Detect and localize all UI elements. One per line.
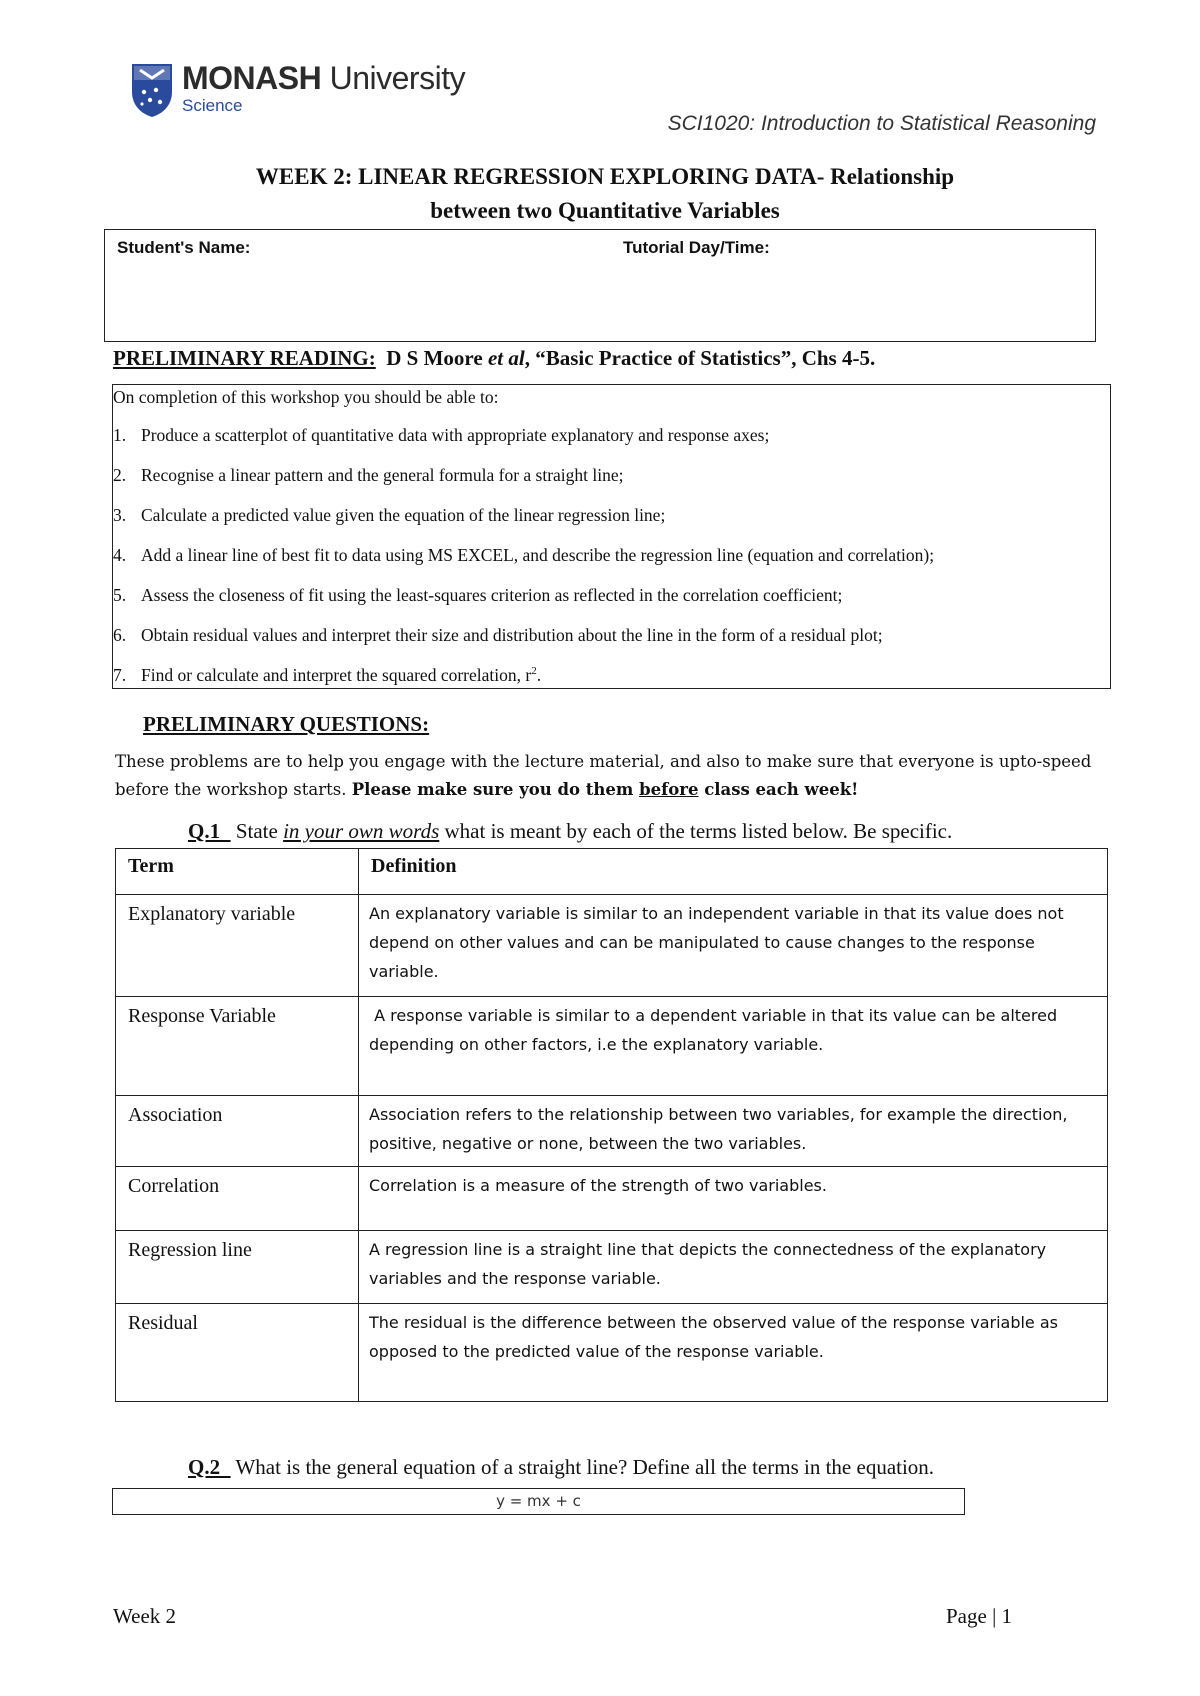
footer-week: Week 2 (113, 1604, 177, 1628)
equation-answer-box[interactable]: y = mx + c (112, 1488, 965, 1515)
monash-logo (130, 60, 490, 122)
footer-page-number: Page | 1 (946, 1604, 1013, 1628)
term-cell: Regression line (116, 1231, 359, 1304)
course-code: SCI1020: Introduction to Statistical Reasoning (667, 112, 1096, 135)
logo-faculty: Science (182, 96, 243, 115)
definition-cell[interactable]: An explanatory variable is similar to an independent variable in that its value does not depend on other values and can be manipulated to cause changes to the response variable. (359, 895, 1108, 997)
outcome-item: 3. Calculate a predicted value given the equation of the linear regression line; (113, 505, 666, 525)
question-1: Q.1 State in your own words what is meant by each of the terms listed below. Be specific. (188, 819, 953, 843)
outcome-item: 2. Recognise a linear pattern and the general formula for a straight line; (113, 465, 624, 485)
preliminary-intro: These problems are to help you engage with the lecture material, and also to make sure that everyone is upto-speed before the workshop starts. Please make sure you do them before class each week! (115, 752, 1092, 799)
title-line-2: between two Quantitative Variables (430, 198, 780, 223)
table-row (116, 1167, 1108, 1231)
table-header-row (116, 849, 1108, 895)
student-name-label: Student's Name: (117, 238, 251, 257)
outcomes-intro: On completion of this workshop you should be able to: (113, 387, 499, 407)
definition-cell[interactable]: Association refers to the relationship between two variables, for example the direction, positive, negative or none, between the two variables. (359, 1096, 1108, 1167)
definition-cell[interactable]: The residual is the difference between the observed value of the response variable as opposed to the predicted value of the response variable. (359, 1304, 1108, 1402)
preliminary-reading-label: PRELIMINARY READING: (113, 346, 376, 370)
term-cell: Response Variable (116, 997, 359, 1096)
term-cell: Residual (116, 1304, 359, 1402)
outcome-item: 5. Assess the closeness of fit using the least-squares criterion as reflected in the correlation coefficient; (113, 585, 843, 605)
table-row (116, 895, 1108, 997)
definition-cell[interactable]: A response variable is similar to a dependent variable in that its value can be altered depending on other factors, i.e the explanatory variable. (359, 997, 1108, 1096)
table-row (116, 1096, 1108, 1167)
outcome-item: 7. Find or calculate and interpret the squared correlation, $r^2$. (113, 665, 542, 685)
title-line-1: WEEK 2: LINEAR REGRESSION EXPLORING DATA- Relationship (255, 164, 955, 189)
term-cell: Correlation (116, 1167, 359, 1231)
logo-wordmark: MONASH University (182, 60, 466, 96)
student-info-box[interactable] (104, 229, 1096, 342)
learning-outcomes-box (112, 384, 1111, 689)
outcome-item: 1. Produce a scatterplot of quantitative data with appropriate explanatory and response axes; (113, 425, 770, 445)
outcome-item: 6. Obtain residual values and interpret their size and distribution about the line in the form of a residual plot; (113, 625, 883, 645)
outcome-item: 4. Add a linear line of best fit to data using MS EXCEL, and describe the regression line (equation and correlation); (113, 545, 935, 565)
preliminary-questions-heading: PRELIMINARY QUESTIONS: (143, 712, 430, 736)
tutorial-time-label: Tutorial Day/Time: (623, 238, 770, 257)
question-2: Q.2 What is the general equation of a straight line? Define all the terms in the equation. (188, 1455, 935, 1479)
term-cell: Explanatory variable (116, 895, 359, 997)
table-row (116, 997, 1108, 1096)
header-definition: Definition (359, 849, 1108, 895)
monash-crest-icon (130, 62, 174, 118)
header-term: Term (116, 849, 359, 895)
definitions-table (115, 848, 1108, 1402)
definition-cell[interactable]: A regression line is a straight line that depicts the connectedness of the explanatory variables and the response variable. (359, 1231, 1108, 1304)
definition-cell[interactable]: Correlation is a measure of the strength of two variables. (359, 1167, 1108, 1231)
term-cell: Association (116, 1096, 359, 1167)
preliminary-reading: PRELIMINARY READING: D S Moore et al, “Basic Practice of Statistics”, Chs 4-5. (113, 346, 876, 370)
document-title (100, 160, 1110, 228)
table-row (116, 1231, 1108, 1304)
table-row (116, 1304, 1108, 1402)
